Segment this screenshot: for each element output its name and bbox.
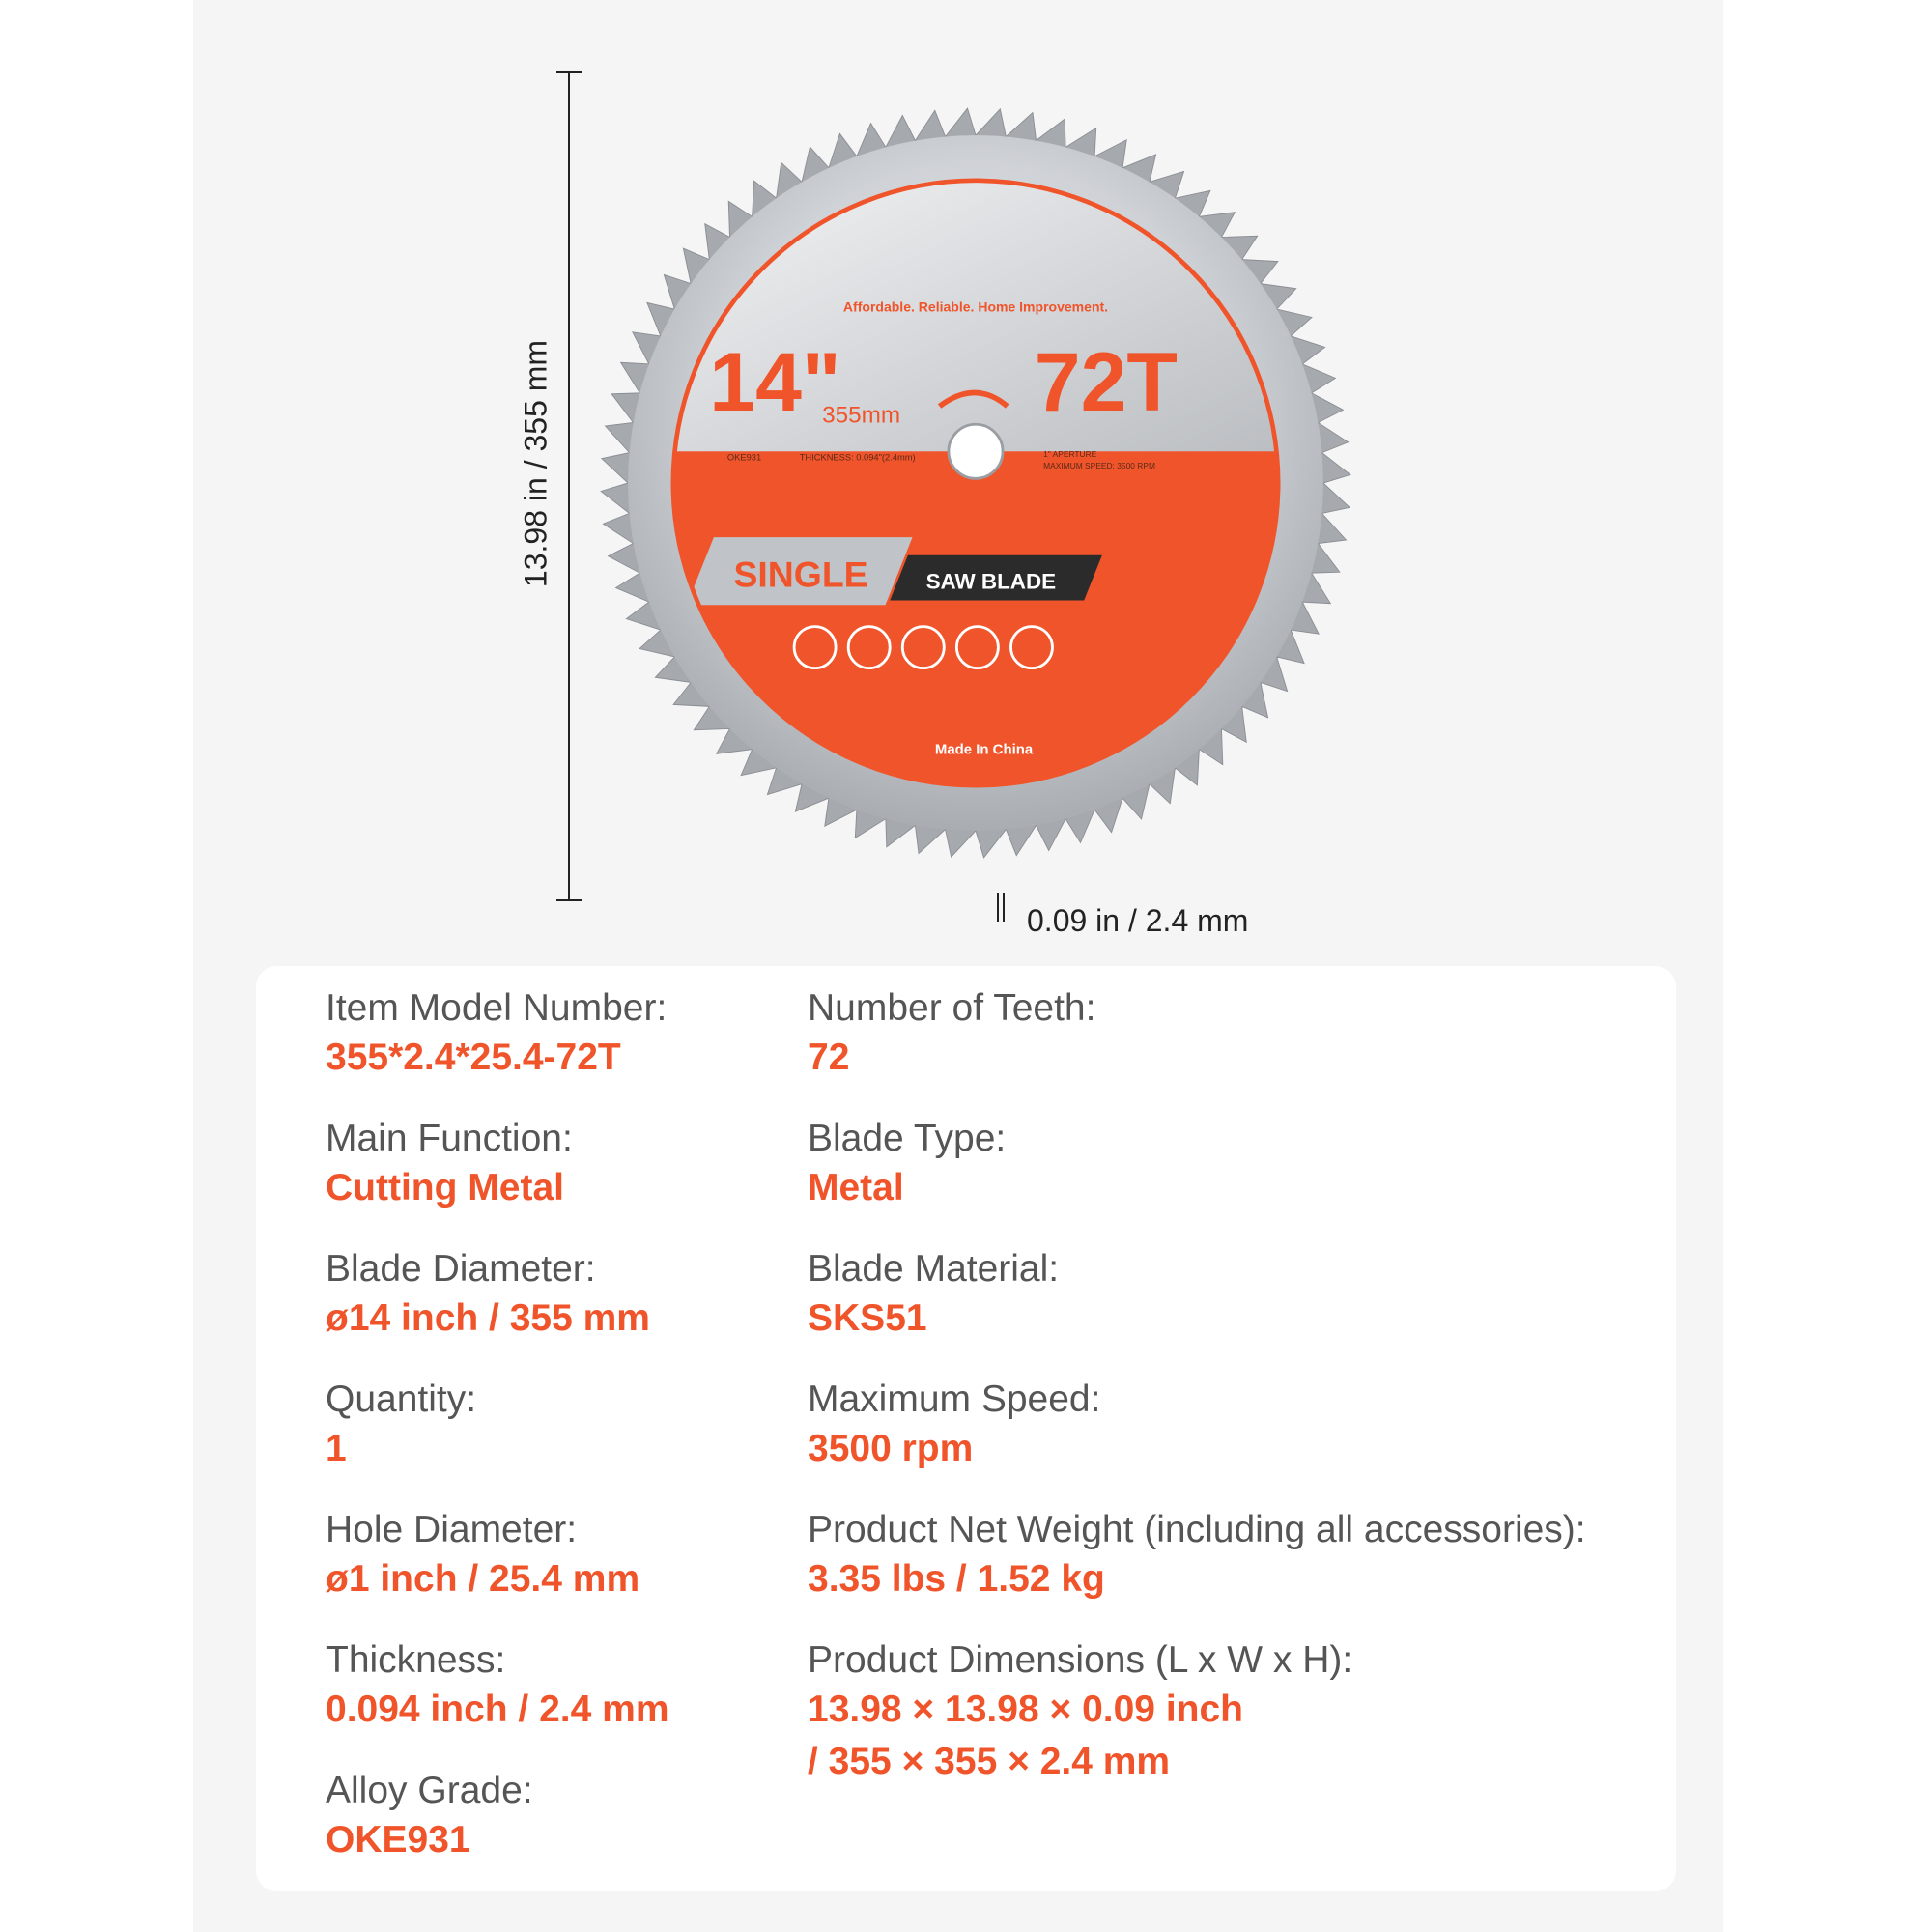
blade-size: 14" bbox=[709, 336, 841, 430]
blade-aperture: 1" APERTURE bbox=[1043, 448, 1097, 459]
blade-thickness: THICKNESS: 0.094"(2.4mm) bbox=[799, 452, 916, 463]
saw-blade-image bbox=[560, 58, 1391, 908]
arbor-hole bbox=[949, 424, 1003, 478]
spec-value: 1 bbox=[326, 1428, 347, 1469]
spec-value: 13.98 × 13.98 × 0.09 inch bbox=[808, 1689, 1243, 1730]
spec-label: Maximum Speed: bbox=[808, 1378, 1101, 1420]
spec-value: 0.094 inch / 2.4 mm bbox=[326, 1689, 669, 1730]
spec-label: Blade Material: bbox=[808, 1248, 1060, 1290]
band-single-text: SINGLE bbox=[733, 554, 868, 595]
blade-size-mm: 355mm bbox=[822, 402, 901, 429]
thickness-dimension-label: 0.09 in / 2.4 mm bbox=[1027, 903, 1249, 938]
spec-value-continued: / 355 × 355 × 2.4 mm bbox=[808, 1741, 1171, 1782]
spec-label: Quantity: bbox=[326, 1378, 477, 1420]
band-sawblade-text: SAW BLADE bbox=[925, 569, 1057, 594]
blade-origin: Made In China bbox=[934, 741, 1034, 758]
height-dimension-label: 13.98 in / 355 mm bbox=[518, 339, 554, 588]
blade-speed: MAXIMUM SPEED: 3500 RPM bbox=[1043, 461, 1155, 471]
spec-label: Product Net Weight (including all accessories): bbox=[808, 1509, 1586, 1550]
spec-value: SKS51 bbox=[808, 1297, 927, 1339]
spec-item bbox=[326, 1768, 533, 1866]
spec-item bbox=[326, 1377, 476, 1475]
spec-value: ø14 inch / 355 mm bbox=[326, 1297, 650, 1339]
spec-label: Alloy Grade: bbox=[326, 1770, 533, 1811]
spec-item bbox=[326, 1507, 639, 1605]
spec-value: 72 bbox=[808, 1037, 850, 1078]
thickness-dimension bbox=[990, 891, 1019, 929]
blade-model: OKE931 bbox=[726, 452, 762, 463]
spec-value: 355*2.4*25.4-72T bbox=[326, 1037, 621, 1078]
spec-value: Cutting Metal bbox=[326, 1167, 564, 1208]
spec-item bbox=[326, 1246, 650, 1345]
spec-value: OKE931 bbox=[326, 1819, 470, 1861]
spec-item bbox=[808, 1116, 1006, 1214]
spec-value: ø1 inch / 25.4 mm bbox=[326, 1558, 640, 1600]
spec-label: Hole Diameter: bbox=[326, 1509, 578, 1550]
spec-item bbox=[326, 1116, 573, 1214]
spec-value: 3500 rpm bbox=[808, 1428, 974, 1469]
spec-value: Metal bbox=[808, 1167, 904, 1208]
spec-item bbox=[808, 1637, 1352, 1788]
blade-tagline: Affordable. Reliable. Home Improvement. bbox=[842, 298, 1109, 315]
spec-value: 3.35 lbs / 1.52 kg bbox=[808, 1558, 1105, 1600]
spec-item bbox=[808, 1377, 1100, 1475]
spec-label: Blade Diameter: bbox=[326, 1248, 596, 1290]
spec-label: Blade Type: bbox=[808, 1118, 1007, 1159]
spec-label: Thickness: bbox=[326, 1639, 506, 1681]
spec-item bbox=[326, 985, 667, 1084]
spec-item bbox=[326, 1637, 669, 1736]
spec-item bbox=[808, 985, 1095, 1084]
blade-teeth-label: 72T bbox=[1034, 336, 1178, 430]
spec-label: Main Function: bbox=[326, 1118, 573, 1159]
spec-label: Product Dimensions (L x W x H): bbox=[808, 1639, 1353, 1681]
spec-label: Item Model Number: bbox=[326, 987, 668, 1029]
spec-label: Number of Teeth: bbox=[808, 987, 1096, 1029]
spec-item bbox=[808, 1507, 1586, 1605]
spec-item bbox=[808, 1246, 1059, 1345]
